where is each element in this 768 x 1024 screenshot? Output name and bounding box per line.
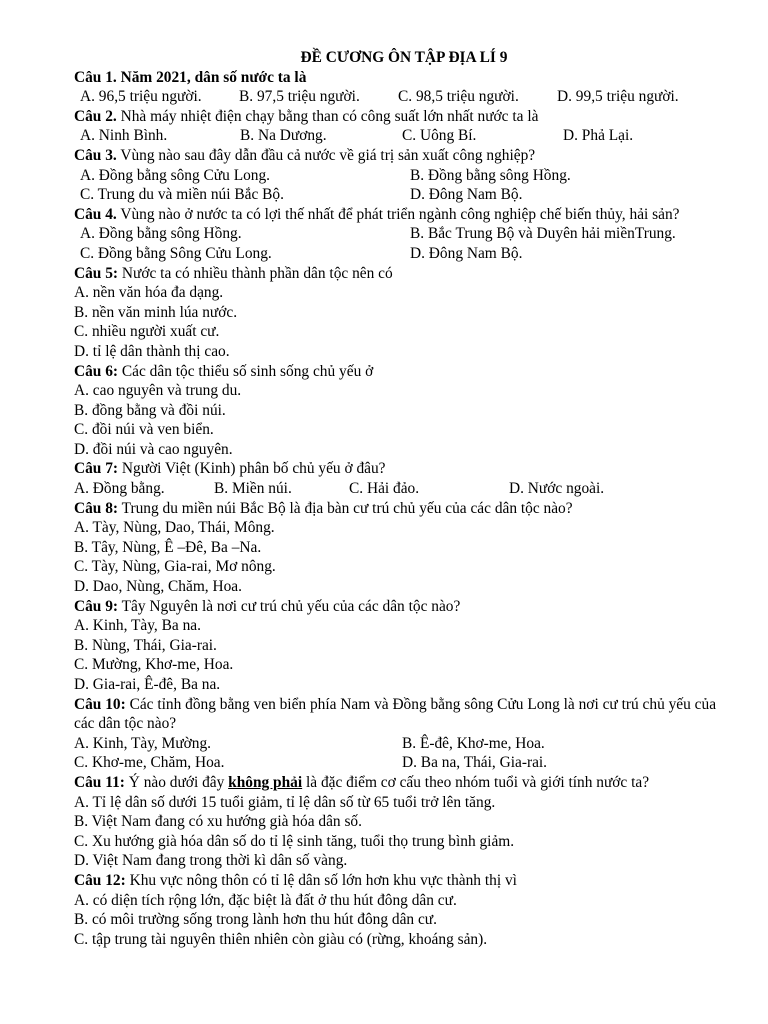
- option-c: C. đồi núi và ven biển.: [74, 421, 214, 439]
- option-c: C. 98,5 triệu người.: [398, 88, 519, 106]
- question-number: Câu 7:: [74, 460, 119, 478]
- option-c: C. tập trung tài nguyên thiên nhiên còn giàu có (rừng, khoáng sản).: [74, 930, 488, 948]
- question-4: [74, 205, 734, 225]
- question-text: Người Việt (Kinh) phân bố chủ yếu ở đâu?: [118, 460, 386, 478]
- question-number: Câu 5:: [74, 264, 119, 282]
- option-a: A. có diện tích rộng lớn, đặc biệt là đất ở thu hút đông dân cư.: [74, 891, 457, 909]
- question-text-pre: Ý nào dưới đây: [124, 773, 229, 791]
- option-c: C. Đồng bằng Sông Cửu Long.: [80, 244, 272, 262]
- question-number: Câu 9:: [74, 597, 119, 615]
- question-3-options-row1: [74, 166, 734, 186]
- question-text: Các tỉnh đồng bằng ven biển phía Nam và Đồng bằng sông Cửu Long là nơi cư trú chủ yếu của các dân tộc nào?: [74, 695, 717, 733]
- question-text: Nước ta có nhiều thành phần dân tộc nên có: [118, 264, 393, 282]
- question-10: [74, 695, 734, 734]
- option-b: B. đồng bằng và đồi núi.: [74, 401, 226, 419]
- option-d: D. đồi núi và cao nguyên.: [74, 440, 233, 458]
- question-3: [74, 146, 734, 166]
- question-text: Trung du miền núi Bắc Bộ là địa bàn cư trú chủ yếu của các dân tộc nào?: [118, 499, 573, 517]
- question-1: [74, 68, 734, 88]
- option-c: C. Khơ-me, Chăm, Hoa.: [74, 754, 225, 772]
- option-d: D. Nước ngoài.: [509, 480, 605, 498]
- question-8: [74, 499, 734, 519]
- option-b: B. Miền núi.: [214, 480, 292, 498]
- question-12: [74, 871, 734, 891]
- question-7: [74, 459, 734, 479]
- question-number: Câu 8:: [74, 499, 119, 517]
- question-10-options-row1: [74, 734, 734, 754]
- option-c: C. Trung du và miền núi Bắc Bộ.: [80, 186, 284, 204]
- question-number: Câu 11:: [74, 773, 125, 791]
- option-a: A. Đồng bằng sông Cửu Long.: [80, 166, 271, 184]
- question-number: Câu 1.: [74, 68, 117, 86]
- option-d: D. Phả Lại.: [563, 127, 634, 145]
- option-b: B. có môi trường sống trong lành hơn thu hút đông dân cư.: [74, 911, 437, 929]
- option-c: C. Mường, Khơ-me, Hoa.: [74, 656, 234, 674]
- option-b: B. nền văn minh lúa nước.: [74, 303, 238, 321]
- question-6: [74, 362, 734, 382]
- question-number: Câu 10:: [74, 695, 126, 713]
- option-c: C. nhiều người xuất cư.: [74, 323, 220, 341]
- question-4-options-row1: [74, 224, 734, 244]
- question-text: Các dân tộc thiểu số sinh sống chủ yếu ở: [118, 362, 374, 380]
- option-b: B. Nùng, Thái, Gia-rai.: [74, 636, 217, 654]
- option-a: A. Đồng bằng sông Hồng.: [80, 225, 242, 243]
- question-number: Câu 2.: [74, 107, 117, 125]
- option-a: A. nền văn hóa đa dạng.: [74, 284, 224, 302]
- question-10-options-row2: [74, 753, 734, 773]
- question-4-options-row2: [74, 244, 734, 264]
- document-page: [74, 48, 734, 949]
- option-d: D. tỉ lệ dân thành thị cao.: [74, 342, 230, 360]
- option-a: A. Ninh Bình.: [80, 127, 168, 145]
- option-a: A. Tày, Nùng, Dao, Thái, Mông.: [74, 519, 275, 537]
- question-1-options: [74, 87, 734, 107]
- question-5: [74, 264, 734, 284]
- option-d: D. Việt Nam đang trong thời kì dân số vàng.: [74, 852, 348, 870]
- option-d: D. Đông Nam Bộ.: [410, 186, 523, 204]
- option-a: A. Đồng bằng.: [74, 480, 165, 498]
- question-7-options: [74, 479, 734, 499]
- option-a: A. Tỉ lệ dân số dưới 15 tuổi giảm, tỉ lệ dân số từ 65 tuổi trở lên tăng.: [74, 793, 496, 811]
- question-2-options: [74, 126, 734, 146]
- option-c: C. Tày, Nùng, Gia-rai, Mơ nông.: [74, 558, 276, 576]
- option-d: D. Đông Nam Bộ.: [410, 244, 523, 262]
- question-9: [74, 597, 734, 617]
- option-c: C. Hải đảo.: [349, 480, 420, 498]
- question-number: Câu 6:: [74, 362, 119, 380]
- question-text: Khu vực nông thôn có tỉ lệ dân số lớn hơn khu vực thành thị vì: [125, 871, 517, 889]
- document-title: ĐỀ CƯƠNG ÔN TẬP ĐỊA LÍ 9: [300, 49, 508, 66]
- option-a: A. Kinh, Tày, Ba na.: [74, 617, 201, 635]
- question-number: Câu 12:: [74, 871, 126, 889]
- option-b: B. 97,5 triệu người.: [239, 88, 360, 106]
- option-b: B. Ê-đê, Khơ-me, Hoa.: [402, 734, 545, 752]
- question-text: Vùng nào ở nước ta có lợi thế nhất để phát triển ngành công nghiệp chế biến thủy, hải sản?: [116, 205, 680, 223]
- option-a: A. 96,5 triệu người.: [80, 88, 202, 106]
- question-number: Câu 4.: [74, 205, 117, 223]
- question-number: Câu 3.: [74, 146, 117, 164]
- question-text-post: là đặc điểm cơ cấu theo nhóm tuổi và giới tính nước ta?: [302, 773, 650, 791]
- option-b: B. Việt Nam đang có xu hướng già hóa dân số.: [74, 813, 362, 831]
- option-d: D. 99,5 triệu người.: [557, 88, 679, 106]
- question-text: Vùng nào sau đây dẫn đầu cả nước về giá trị sản xuất công nghiệp?: [116, 146, 536, 164]
- option-b: B. Na Dương.: [240, 127, 327, 145]
- question-2: [74, 107, 734, 127]
- option-a: A. Kinh, Tày, Mường.: [74, 734, 212, 752]
- option-b: B. Tây, Nùng, Ê –Đê, Ba –Na.: [74, 538, 262, 556]
- option-d: D. Ba na, Thái, Gia-rai.: [402, 754, 548, 772]
- question-text: Năm 2021, dân số nước ta là: [116, 68, 307, 86]
- question-text: Nhà máy nhiệt điện chạy bằng than có công suất lớn nhất nước ta là: [116, 107, 539, 125]
- option-d: D. Dao, Nùng, Chăm, Hoa.: [74, 578, 242, 596]
- option-b: B. Bắc Trung Bộ và Duyên hải miềnTrung.: [410, 225, 676, 243]
- option-c: C. Uông Bí.: [402, 127, 477, 145]
- option-b: B. Đồng bằng sông Hồng.: [410, 166, 571, 184]
- question-text: Tây Nguyên là nơi cư trú chủ yếu của các dân tộc nào?: [118, 597, 461, 615]
- option-c: C. Xu hướng già hóa dân số do tỉ lệ sinh tăng, tuổi thọ trung bình giảm.: [74, 832, 515, 850]
- option-d: D. Gia-rai, Ê-đê, Ba na.: [74, 676, 221, 693]
- question-text-emphasis: không phải: [228, 773, 303, 791]
- option-a: A. cao nguyên và trung du.: [74, 382, 242, 400]
- question-3-options-row2: [74, 185, 734, 205]
- question-11: [74, 773, 734, 793]
